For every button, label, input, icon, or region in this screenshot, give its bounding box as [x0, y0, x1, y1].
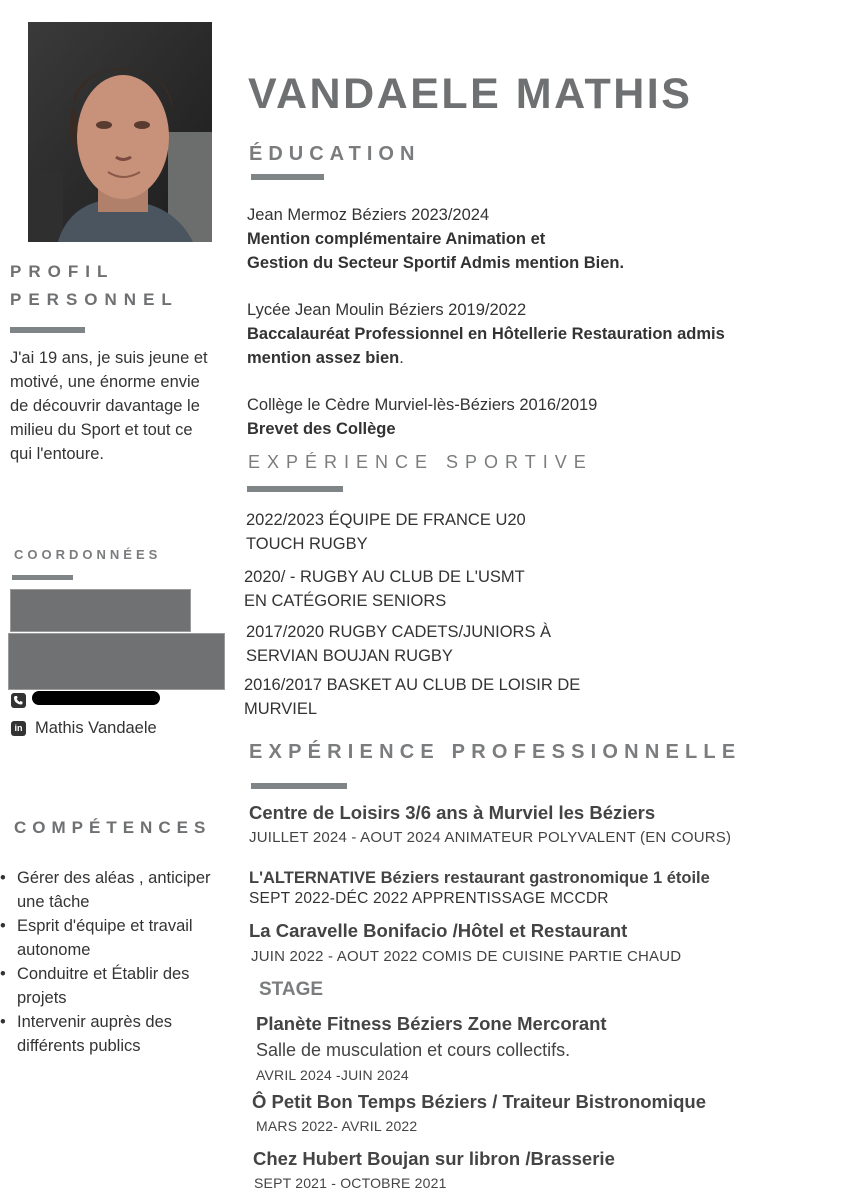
job-date: SEPT 2022-DÉC 2022 APPRENTISSAGE MCCDR — [249, 890, 609, 907]
education-school: Lycée Jean Moulin Béziers 2019/2022 — [247, 301, 527, 319]
job-title: L'ALTERNATIVE Béziers restaurant gastronomique 1 étoile — [249, 869, 710, 887]
profile-text-line: milieu du Sport et tout ce — [10, 421, 193, 439]
redacted-contact-field — [10, 589, 191, 632]
education-detail: Gestion du Secteur Sportif Admis mention Bien. — [247, 254, 625, 272]
skill-text: • Conduitre et Établir des — [17, 965, 190, 983]
education-detail: Baccalauréat Professionnel en Hôtellerie Restauration admis — [247, 325, 725, 343]
stage-heading: STAGE — [259, 979, 324, 1000]
contact-divider — [12, 575, 73, 580]
sport-heading: EXPÉRIENCE SPORTIVE — [248, 452, 593, 472]
stage-title: Planète Fitness Béziers Zone Mercorant — [256, 1013, 607, 1034]
profile-text-line: motivé, une énorme envie — [10, 373, 200, 391]
sport-entry-line: EN CATÉGORIE SENIORS — [244, 592, 447, 610]
job-date: JUILLET 2024 - AOUT 2024 ANIMATEUR POLYVALENT (EN COURS) — [249, 829, 732, 846]
skill-item — [0, 914, 211, 962]
skill-item — [0, 962, 211, 1010]
skills-heading: COMPÉTENCES — [14, 818, 212, 837]
sport-entry-line: 2020/ - RUGBY AU CLUB DE L'USMT — [244, 568, 525, 586]
sport-entry-line: 2016/2017 BASKET AU CLUB DE LOISIR DE — [244, 676, 581, 694]
redacted-phone-number — [32, 691, 160, 705]
skill-text: projets — [17, 989, 67, 1007]
pro-divider — [251, 783, 347, 789]
education-detail-tail: . — [399, 349, 404, 367]
education-detail — [247, 346, 404, 370]
skill-text: • Esprit d'équipe et travail — [17, 917, 193, 935]
job-title: La Caravelle Bonifacio /Hôtel et Restaurant — [249, 920, 628, 941]
profile-divider — [10, 327, 85, 333]
profile-heading-line1: PROFIL — [10, 262, 115, 281]
sport-entry-line: 2017/2020 RUGBY CADETS/JUNIORS À — [246, 623, 552, 641]
sport-entry-line: MURVIEL — [244, 700, 318, 718]
education-heading: ÉDUCATION — [249, 143, 421, 165]
candidate-name: VANDAELE MATHIS — [248, 70, 693, 118]
education-school: Collège le Cèdre Murviel-lès-Béziers 2016/2019 — [247, 396, 598, 414]
job-title: Centre de Loisirs 3/6 ans à Murviel les Béziers — [249, 802, 656, 823]
job-date: JUIN 2022 - AOUT 2022 COMIS DE CUISINE PARTIE CHAUD — [251, 948, 682, 965]
sport-entry-line: 2022/2023 ÉQUIPE DE FRANCE U20 — [246, 511, 526, 529]
sport-divider — [247, 486, 343, 492]
stage-date: AVRIL 2024 -JUIN 2024 — [256, 1067, 409, 1083]
profile-heading-line2: PERSONNEL — [10, 290, 179, 309]
pro-heading: EXPÉRIENCE PROFESSIONNELLE — [249, 741, 742, 763]
stage-date: MARS 2022- AVRIL 2022 — [256, 1118, 418, 1134]
stage-description: Salle de musculation et cours collectifs. — [256, 1040, 571, 1060]
phone-icon — [11, 693, 26, 708]
skill-item — [0, 866, 211, 914]
stage-title: Chez Hubert Boujan sur libron /Brasserie — [253, 1148, 615, 1169]
profile-text-line: qui l'entoure. — [10, 445, 104, 463]
contact-heading: COORDONNÉES — [14, 547, 162, 562]
education-divider — [251, 174, 324, 180]
profile-photo — [28, 22, 212, 242]
education-detail-bold: mention assez bien — [247, 349, 400, 367]
education-school: Jean Mermoz Béziers 2023/2024 — [247, 206, 490, 224]
skill-text: autonome — [17, 941, 91, 959]
skills-list — [0, 866, 211, 1058]
skill-item — [0, 1010, 211, 1058]
education-detail: Mention complémentaire Animation et — [247, 230, 546, 248]
sport-entry-line: TOUCH RUGBY — [246, 535, 368, 553]
skill-text: différents publics — [17, 1037, 141, 1055]
profile-text — [10, 346, 208, 466]
linkedin-icon: in — [11, 721, 26, 736]
profile-text-line: J'ai 19 ans, je suis jeune et — [10, 349, 208, 367]
sport-entry-line: SERVIAN BOUJAN RUGBY — [246, 647, 453, 665]
skill-text: une tâche — [17, 893, 90, 911]
stage-date: SEPT 2021 - OCTOBRE 2021 — [254, 1175, 447, 1191]
profile-text-line: de découvrir davantage le — [10, 397, 200, 415]
skill-text: • Gérer des aléas , anticiper — [17, 869, 211, 887]
stage-title: Ô Petit Bon Temps Béziers / Traiteur Bistronomique — [252, 1091, 707, 1112]
skill-text: • Intervenir auprès des — [17, 1013, 173, 1031]
redacted-contact-field — [8, 633, 225, 690]
education-detail: Brevet des Collège — [247, 420, 396, 438]
linkedin-name[interactable]: Mathis Vandaele — [35, 719, 157, 737]
